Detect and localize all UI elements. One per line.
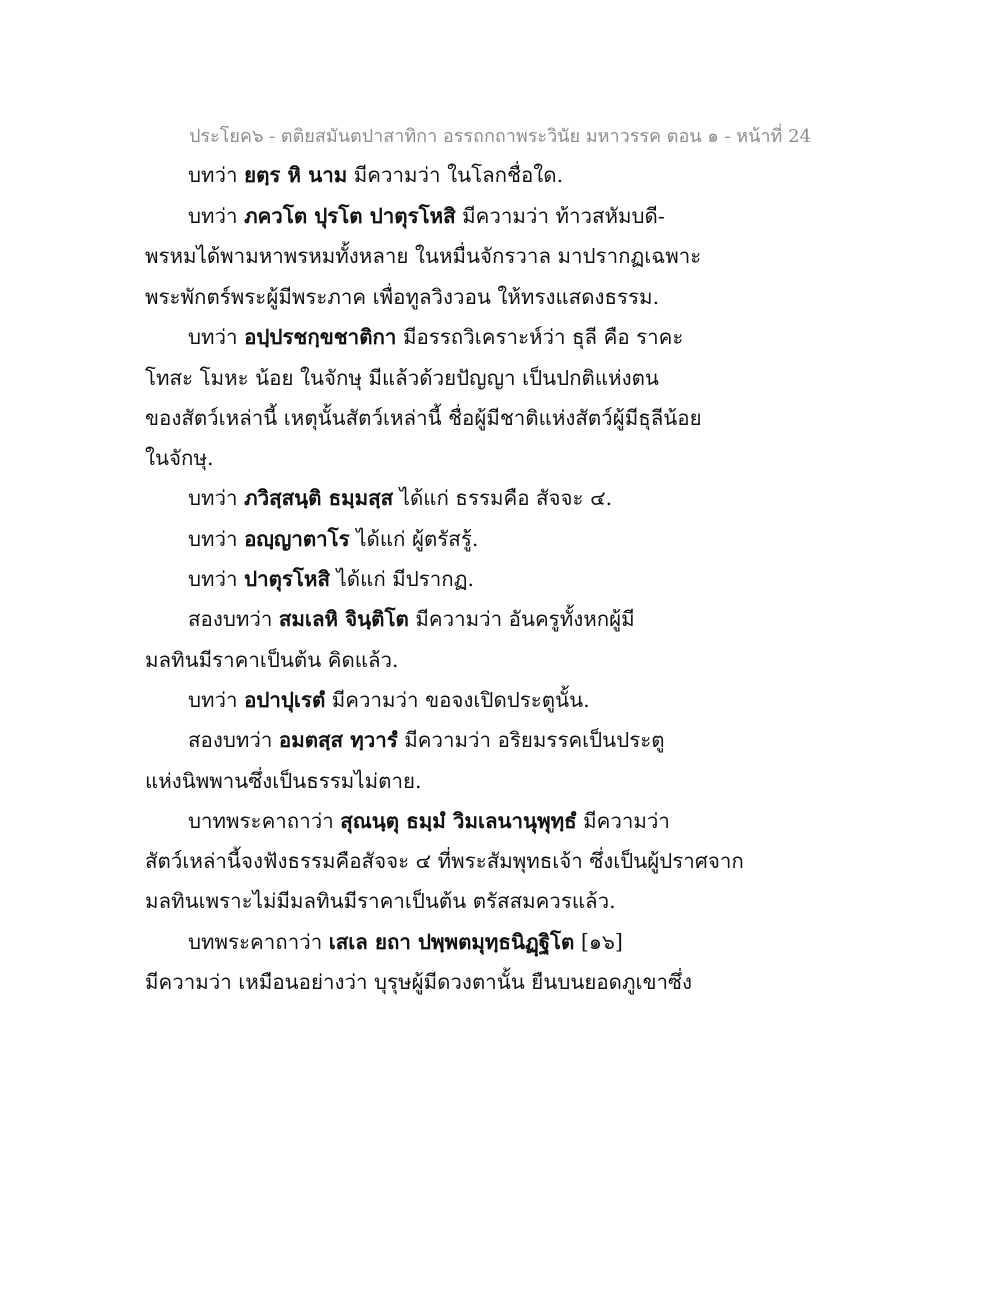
text-line: บทว่า อปาปุเรตํ มีความว่า ขอจงเปิดประตูนั้น.	[188, 688, 590, 712]
text-line: สองบทว่า อมตสฺส ทฺวารํ มีความว่า อริยมรรคเป็นประตู	[188, 728, 665, 752]
pali-term: ภควโต ปุรโต ปาตุรโหสิ	[244, 204, 456, 228]
text-line: บทว่า ภควโต ปุรโต ปาตุรโหสิ มีความว่า ท้าวสหัมบดี-	[188, 204, 665, 228]
text-line: บาทพระคาถาว่า สุณนฺตุ ธมฺมํ วิมเลนานุพุทฺธํ มีความว่า	[188, 809, 670, 833]
text-line: มลทินมีราคาเป็นต้น คิดแล้ว.	[145, 648, 399, 672]
text-line: แห่งนิพพานซึ่งเป็นธรรมไม่ตาย.	[145, 769, 422, 793]
pali-term: สมเลหิ จินฺติโต	[278, 607, 409, 631]
text-line: บทว่า อญฺญาตาโร ได้แก่ ผู้ตรัสรู้.	[188, 527, 479, 551]
pali-term: เสเล ยถา ปพฺพตมุทฺธนิฏฺฐิโต	[328, 930, 575, 954]
text-line: โทสะ โมหะ น้อย ในจักษุ มีแล้วด้วยปัญญา เป็นปกติแห่งตน	[145, 366, 659, 390]
text-line: บทว่า ยตฺร หิ นาม มีความว่า ในโลกชื่อใด.	[188, 163, 564, 187]
text-line: ของสัตว์เหล่านี้ เหตุนั้นสัตว์เหล่านี้ ชื่อผู้มีชาติแห่งสัตว์ผู้มีธุลีน้อย	[145, 406, 702, 430]
text-line: สองบทว่า สมเลหิ จินฺติโต มีความว่า อันครูทั้งหกผู้มี	[188, 607, 635, 631]
pali-term: ปาตุรโหสิ	[244, 567, 330, 591]
text-line: พระพักตร์พระผู้มีพระภาค เพื่อทูลวิงวอน ให้ทรงแสดงธรรม.	[145, 285, 660, 309]
text-line: ในจักษุ.	[145, 446, 214, 470]
running-header: ประโยค๖ - ตติยสมันตปาสาทิกา อรรถกถาพระวินัย มหาวรรค ตอน ๑ - หน้าที่ 24	[188, 126, 812, 147]
text-line: บทว่า ภวิสฺสนฺติ ธมฺมสฺส ได้แก่ ธรรมคือ สัจจะ ๔.	[188, 486, 613, 510]
text-line: บทพระคาถาว่า เสเล ยถา ปพฺพตมุทฺธนิฏฺฐิโต [๑๖]	[188, 930, 623, 954]
text-line: บทว่า ปาตุรโหสิ ได้แก่ มีปรากฏ.	[188, 567, 474, 591]
text-line: มีความว่า เหมือนอย่างว่า บุรุษผู้มีดวงตานั้น ยืนบนยอดภูเขาซึ่ง	[145, 970, 692, 994]
pali-term: อญฺญาตาโร	[244, 527, 350, 551]
text-line: มลทินเพราะไม่มีมลทินมีราคาเป็นต้น ตรัสสมควรแล้ว.	[145, 889, 616, 913]
pali-term: ภวิสฺสนฺติ ธมฺมสฺส	[244, 486, 394, 510]
text-line: บทว่า อปฺปรชกฺขชาติกา มีอรรถวิเคราะห์ว่า ธุลี คือ ราคะ	[188, 325, 684, 349]
pali-term: อปฺปรชกฺขชาติกา	[244, 325, 397, 349]
pali-term: สุณนฺตุ ธมฺมํ วิมเลนานุพุทฺธํ	[340, 809, 577, 833]
text-line: พรหมได้พามหาพรหมทั้งหลาย ในหมื่นจักรวาล มาปรากฏเฉพาะ	[145, 244, 702, 268]
pali-term: อปาปุเรตํ	[244, 688, 326, 712]
pali-term: ยตฺร หิ นาม	[244, 163, 348, 187]
text-line: สัตว์เหล่านี้จงฟังธรรมคือสัจจะ ๔ ที่พระสัมพุทธเจ้า ซึ่งเป็นผู้ปราศจาก	[145, 849, 744, 873]
pali-term: อมตสฺส ทฺวารํ	[278, 728, 398, 752]
